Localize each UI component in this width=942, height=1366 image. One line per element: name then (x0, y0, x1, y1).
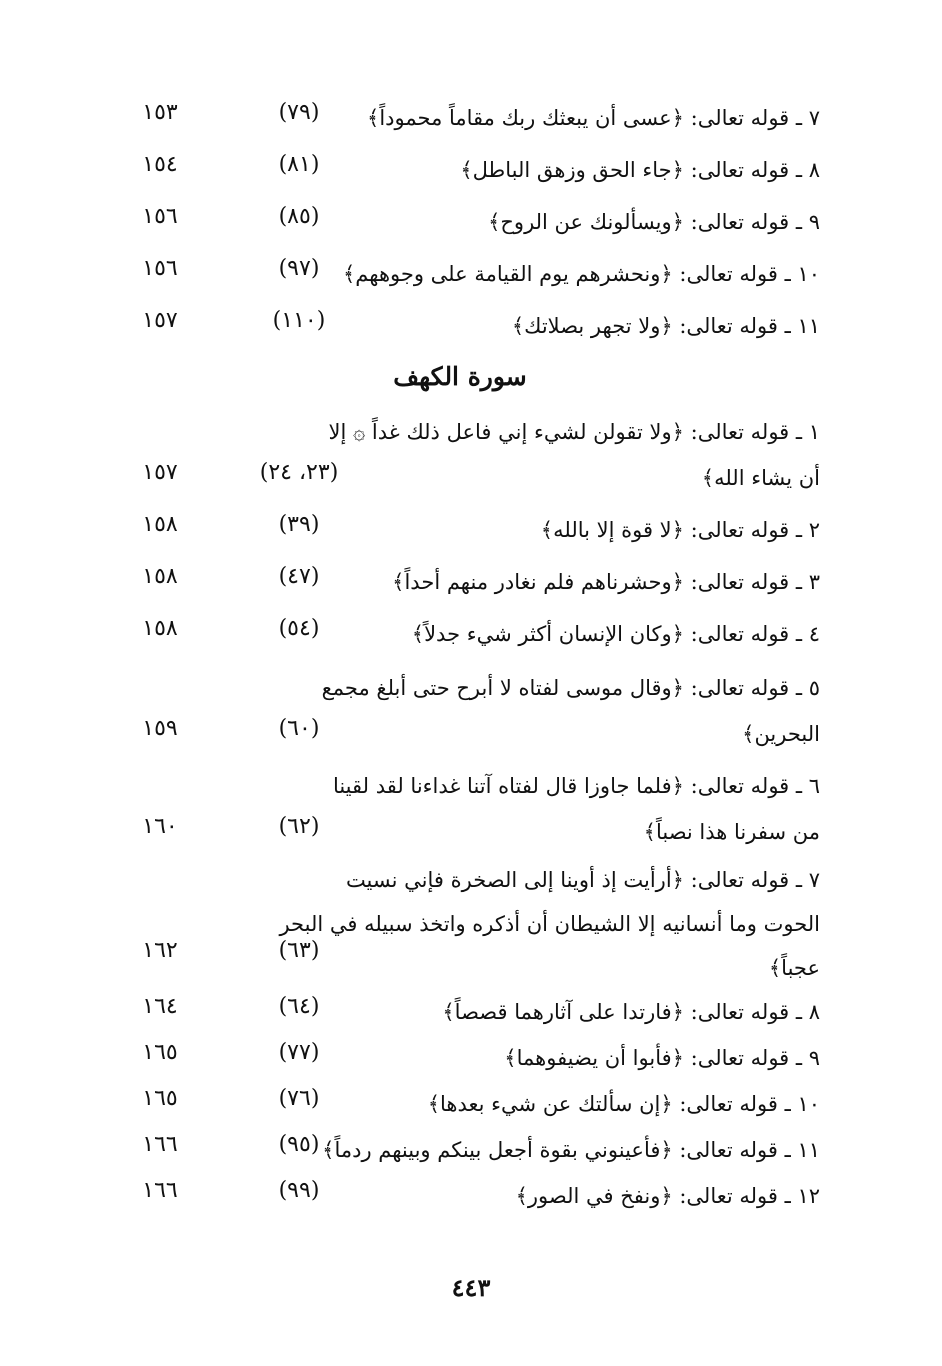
index-entry (120, 564, 820, 606)
index-entry (120, 994, 820, 1036)
entry-text-line: عجباً﴾ (768, 956, 820, 980)
index-entry (120, 670, 820, 760)
index-entry (120, 152, 820, 194)
entry-text-line: أن يشاء الله﴾ (701, 466, 820, 490)
index-entry (120, 1178, 820, 1220)
page-ref: ١٥٦ (142, 256, 178, 281)
page-ref: ١٦٢ (142, 938, 178, 963)
page-ref: ١٥٨ (142, 616, 178, 641)
entry-text: ١١ ـ قوله تعالى: ﴿ولا تجهر بصلاتك﴾ (511, 314, 820, 338)
verse-ref: (٩٥) (278, 1132, 320, 1157)
verse-ref: (٦٤) (278, 994, 320, 1019)
verse-ref: (٩٩) (278, 1178, 320, 1203)
page-ref: ١٥٧ (142, 460, 178, 485)
index-entry (120, 512, 820, 554)
entry-text: ٣ ـ قوله تعالى: ﴿وحشرناهم فلم نغادر منهم أحداً﴾ (392, 570, 820, 594)
page-number: ٤٤٣ (451, 1273, 491, 1302)
page-ref: ١٥٦ (142, 204, 178, 229)
verse-ref: (٤٧) (278, 564, 320, 589)
entry-text: ٩ ـ قوله تعالى: ﴿فأبوا أن يضيفوهما﴾ (504, 1046, 820, 1070)
index-entry (120, 204, 820, 246)
entry-text-line: ٥ ـ قوله تعالى: ﴿وقال موسى لفتاه لا أبرح حتى أبلغ مجمع (321, 676, 820, 700)
entry-text: ٤ ـ قوله تعالى: ﴿وكان الإنسان أكثر شيء جدلاً﴾ (411, 622, 820, 646)
verse-ref: (٦٠) (278, 716, 320, 741)
page-ref: ١٥٨ (142, 512, 178, 537)
surah-title: سورة الكهف (393, 362, 527, 391)
page-ref: ١٥٨ (142, 564, 178, 589)
page-ref: ١٥٩ (142, 716, 178, 741)
entry-text: ٨ ـ قوله تعالى: ﴿فارتدا على آثارهما قصصاً﴾ (442, 1000, 820, 1024)
entry-text-line: من سفرنا هذا نصباً﴾ (643, 820, 820, 844)
page-ref: ١٥٧ (142, 308, 178, 333)
entry-text: ١٢ ـ قوله تعالى: ﴿ونفخ في الصور﴾ (515, 1184, 820, 1208)
verse-ref: (٨٥) (278, 204, 320, 229)
page-ref: ١٦٦ (142, 1132, 178, 1157)
index-entry (120, 1086, 820, 1128)
verse-ref: (٥٤) (278, 616, 320, 641)
entry-text-line: الحوت وما أنسانيه إلا الشيطان أن أذكره واتخذ سبيله في البحر (279, 912, 820, 936)
index-entry (120, 862, 820, 992)
verse-ref: (١١٠) (272, 308, 326, 333)
index-entry (120, 1132, 820, 1174)
index-entry (120, 414, 820, 504)
verse-ref: (٧٦) (278, 1086, 320, 1111)
entry-text-line: ٧ ـ قوله تعالى: ﴿أرأيت إذ أوينا إلى الصخرة فإني نسيت (345, 868, 820, 892)
verse-ref: (٨١) (278, 152, 320, 177)
entry-text: ٢ ـ قوله تعالى: ﴿لا قوة إلا بالله﴾ (540, 518, 820, 542)
page-ref: ١٥٤ (142, 152, 178, 177)
verse-ref: (٢٣، ٢٤) (259, 460, 339, 485)
verse-ref: (٦٣) (278, 938, 320, 963)
entry-text: ١٠ ـ قوله تعالى: ﴿إن سألتك عن شيء بعدها﴾ (427, 1092, 820, 1116)
page-ref: ١٦٥ (142, 1040, 178, 1065)
page-ref: ١٦٥ (142, 1086, 178, 1111)
verse-ref: (٧٩) (278, 100, 320, 125)
page-ref: ١٥٣ (142, 100, 178, 125)
index-entry (120, 616, 820, 658)
entry-text-line: ٦ ـ قوله تعالى: ﴿فلما جاوزا قال لفتاه آتنا غداءنا لقد لقينا (332, 774, 820, 798)
index-entry (120, 100, 820, 142)
index-entry (120, 256, 820, 298)
entry-text: ٩ ـ قوله تعالى: ﴿ويسألونك عن الروح﴾ (488, 210, 820, 234)
page-ref: ١٦٠ (142, 814, 178, 839)
entry-text-line: ١ ـ قوله تعالى: ﴿ولا تقولن لشيء إني فاعل ذلك غداً ۞ إلا (328, 420, 820, 444)
index-entry (120, 308, 820, 350)
entry-text-line: البحرين﴾ (742, 722, 820, 746)
entry-text: ٨ ـ قوله تعالى: ﴿جاء الحق وزهق الباطل﴾ (460, 158, 820, 182)
page-ref: ١٦٦ (142, 1178, 178, 1203)
page-ref: ١٦٤ (142, 994, 178, 1019)
index-entry (120, 768, 820, 858)
entry-text: ٧ ـ قوله تعالى: ﴿عسى أن يبعثك ربك مقاماً محموداً﴾ (367, 106, 820, 130)
entry-text: ١١ ـ قوله تعالى: ﴿فأعينوني بقوة أجعل بينكم وبينهم ردماً﴾ (322, 1138, 820, 1162)
verse-ref: (٣٩) (278, 512, 320, 537)
index-entry (120, 1040, 820, 1082)
verse-ref: (٧٧) (278, 1040, 320, 1065)
verse-ref: (٩٧) (278, 256, 320, 281)
entry-text: ١٠ ـ قوله تعالى: ﴿ونحشرهم يوم القيامة على وجوههم﴾ (342, 262, 820, 286)
verse-ref: (٦٢) (278, 814, 320, 839)
